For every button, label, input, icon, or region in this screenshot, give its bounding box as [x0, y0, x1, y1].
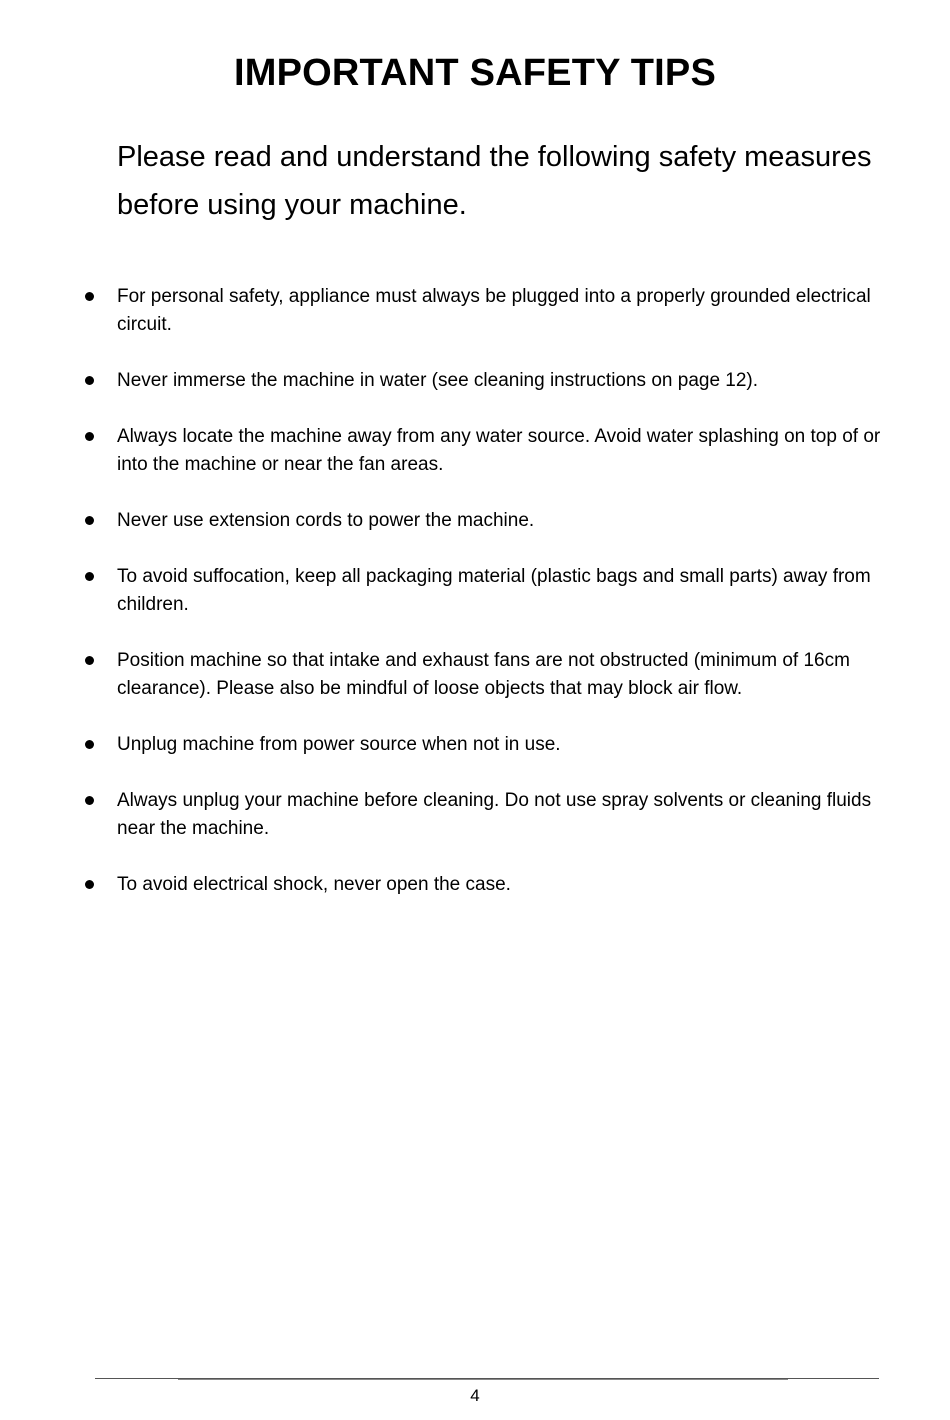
- list-item: [0, 647, 950, 703]
- footer-divider-accent: [178, 1379, 788, 1380]
- safety-tips-list: [0, 283, 950, 927]
- list-item: [0, 787, 950, 843]
- list-item: [0, 731, 950, 759]
- bullet-icon: [85, 292, 94, 301]
- list-item: [0, 507, 950, 535]
- bullet-icon: [85, 432, 94, 441]
- bullet-icon: [85, 376, 94, 385]
- list-item: [0, 871, 950, 899]
- bullet-icon: [85, 656, 94, 665]
- list-item: [0, 367, 950, 395]
- tip-text: To avoid electrical shock, never open the case.: [117, 874, 511, 895]
- bullet-icon: [85, 516, 94, 525]
- list-item: [0, 283, 950, 339]
- tip-text: Always locate the machine away from any water source. Avoid water splashing on top of or into the machine or near the fan areas.: [117, 426, 881, 475]
- bullet-icon: [85, 740, 94, 749]
- tip-text: Position machine so that intake and exhaust fans are not obstructed (minimum of 16cm clearance). Please also be mindful of loose objects that may block air flow.: [117, 650, 850, 699]
- tip-text: Never use extension cords to power the machine.: [117, 510, 535, 531]
- page-title: IMPORTANT SAFETY TIPS: [233, 52, 717, 94]
- list-item: [0, 423, 950, 479]
- bullet-icon: [85, 572, 94, 581]
- page-number: 4: [470, 1386, 480, 1405]
- bullet-icon: [85, 796, 94, 805]
- intro-text: Please read and understand the following safety measures before using your machine.: [117, 141, 872, 221]
- tip-text: For personal safety, appliance must always be plugged into a properly grounded electrical circuit.: [117, 286, 871, 335]
- tip-text: To avoid suffocation, keep all packaging material (plastic bags and small parts) away from children.: [117, 566, 871, 615]
- list-item: [0, 563, 950, 619]
- tip-text: Unplug machine from power source when not in use.: [117, 734, 561, 755]
- tip-text: Never immerse the machine in water (see cleaning instructions on page 12).: [117, 370, 759, 391]
- bullet-icon: [85, 880, 94, 889]
- tip-text: Always unplug your machine before cleaning. Do not use spray solvents or cleaning fluids near the machine.: [117, 790, 872, 839]
